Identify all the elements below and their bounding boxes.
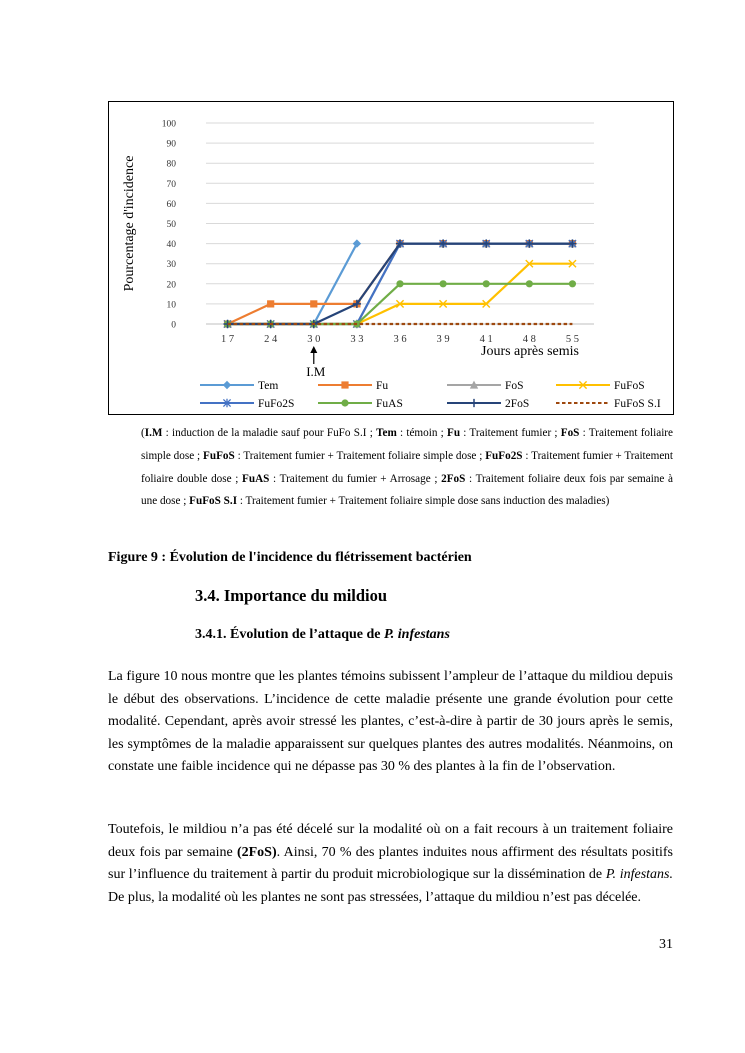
legend-swatch-marker [470, 399, 478, 407]
subsection-heading-species: P. infestans [384, 627, 450, 642]
y-axis-title: Pourcentage d'incidence [122, 155, 137, 292]
figure-title: Figure 9 : Évolution de l'incidence du flétrissement bactérien [108, 550, 472, 565]
series-5-point [569, 280, 576, 287]
legend-note-abbrev: FuFo2S [485, 449, 523, 462]
paragraph-2-italic: P. infestans. [605, 867, 673, 882]
legend-swatch-marker [341, 381, 348, 388]
y-tick-label: 70 [166, 179, 176, 190]
y-tick-label: 100 [161, 119, 176, 130]
legend-note-abbrev: Tem [376, 427, 397, 439]
x-tick-label: 4 8 [522, 334, 536, 345]
legend-note-abbrev: FoS [560, 427, 580, 439]
paragraph-2-part1: Toutefois, le mildiou n’a pas été décelé sur la modalité où on a fait recours à un traitement foliaire deux fois par semaine [108, 822, 673, 860]
series-5-point [396, 280, 403, 287]
legend-note-abbrev: I.M [144, 427, 163, 439]
series-line-3 [228, 264, 573, 324]
page-number: 31 [659, 937, 673, 952]
x-tick-label: 3 3 [350, 334, 364, 345]
legend-note-text: : Traitement fumier + Traitement foliaire simple dose sans induction des maladies) [237, 495, 610, 508]
incidence-line-chart [109, 102, 675, 416]
y-tick-label: 40 [166, 240, 176, 251]
series-1-point [310, 300, 317, 307]
paragraph-2-bold: (2FoS) [236, 844, 277, 860]
subsection-heading-prefix: 3.4.1. Évolution de l’attaque de [195, 627, 385, 642]
legend-note-text: : témoin ; [396, 427, 447, 439]
legend-note-abbrev: 2FoS [441, 472, 466, 485]
legend-swatch-marker [223, 381, 231, 389]
paragraph-2-part2: . Ainsi, 70 % des plantes induites nous affirment des résultats positifs sur l’influence du traitement à partir du produit microbiologique sur la dissémination de [108, 844, 673, 882]
section-heading: 3.4. Importance du mildiou [195, 586, 388, 605]
legend-note-text: : induction de la maladie sauf pour FuFo S.I ; [162, 427, 377, 439]
y-tick-label: 50 [166, 220, 176, 230]
legend-label: FuAS [376, 398, 403, 410]
annotation-label: I.M [306, 364, 326, 379]
x-tick-label: 2 4 [264, 334, 278, 345]
legend-label: Fu [376, 380, 389, 392]
y-tick-label: 30 [166, 260, 176, 271]
legend-note-text: : Traitement foliaire deux fois par semaine à une dose ; [141, 472, 673, 508]
x-tick-label: 3 6 [393, 334, 407, 345]
y-tick-label: 60 [166, 199, 176, 210]
y-tick-label: 10 [166, 300, 176, 311]
legend-note-text: : Traitement foliaire simple dose ; [141, 427, 673, 462]
x-tick-label: 1 7 [220, 334, 235, 345]
legend-note-abbrev: Fu [447, 427, 461, 439]
chart-container [108, 101, 674, 415]
y-tick-label: 0 [171, 320, 176, 331]
legend-label: FuFoS [614, 380, 645, 392]
x-tick-label: 3 0 [307, 334, 321, 345]
legend-label: FuFo2S [258, 398, 295, 410]
legend-note-text: : Traitement fumier + Traitement foliaire double dose ; [141, 449, 673, 485]
legend-swatch-marker [341, 399, 348, 406]
subsection-heading [195, 627, 450, 643]
legend-note-abbrev: FuFoS [203, 449, 235, 462]
legend-label: Tem [258, 380, 279, 392]
x-axis-title: Jours après semis [481, 344, 579, 359]
series-5-point [440, 280, 447, 287]
y-tick-label: 80 [166, 159, 176, 170]
x-tick-label: 4 1 [479, 334, 493, 345]
series-0-point [353, 239, 361, 247]
paragraph-2-part3: De plus, la modalité où les plantes ne sont pas stressées, l’attaque du mildiou n’est pas décelée. [108, 889, 642, 905]
paragraph-2 [108, 819, 673, 909]
x-tick-label: 3 9 [436, 334, 450, 345]
series-5-point [483, 280, 490, 287]
legend-label: FoS [505, 380, 524, 392]
legend-label: FuFoS S.I [614, 398, 661, 410]
legend-note-text: : Traitement du fumier + Arrosage ; [269, 472, 442, 485]
legend-note-text: : Traitement fumier + Traitement foliaire simple dose ; [234, 449, 486, 462]
legend-label: 2FoS [505, 398, 530, 410]
figure-legend-note [141, 422, 673, 513]
x-tick-label: 5 5 [565, 334, 580, 345]
y-tick-label: 90 [166, 139, 176, 150]
y-tick-label: 20 [166, 280, 176, 291]
series-1-point [267, 300, 274, 307]
annotation-arrow-head [310, 346, 317, 353]
series-5-point [526, 280, 533, 287]
legend-note-text: ( [141, 427, 145, 439]
paragraph-1: La figure 10 nous montre que les plantes témoins subissent l’ampleur de l’attaque du mildiou depuis le début des observations. L’incidence de cette maladie présente une grande évolution pour cette modalité. Cependant, après avoir stressé les plantes, c’est-à-dire à partir de 30 jours après le semis, les symptômes de la maladie apparaissent sur quelques plantes des autres modalités. Néanmoins, on constate une faible incidence qui ne dépasse pas 30 % des plantes à la fin de l’observation. [108, 669, 673, 774]
legend-note-abbrev: FuFoS S.I [189, 495, 238, 508]
legend-note-abbrev: FuAS [242, 472, 270, 485]
legend-note-text: : Traitement fumier ; [460, 427, 561, 439]
